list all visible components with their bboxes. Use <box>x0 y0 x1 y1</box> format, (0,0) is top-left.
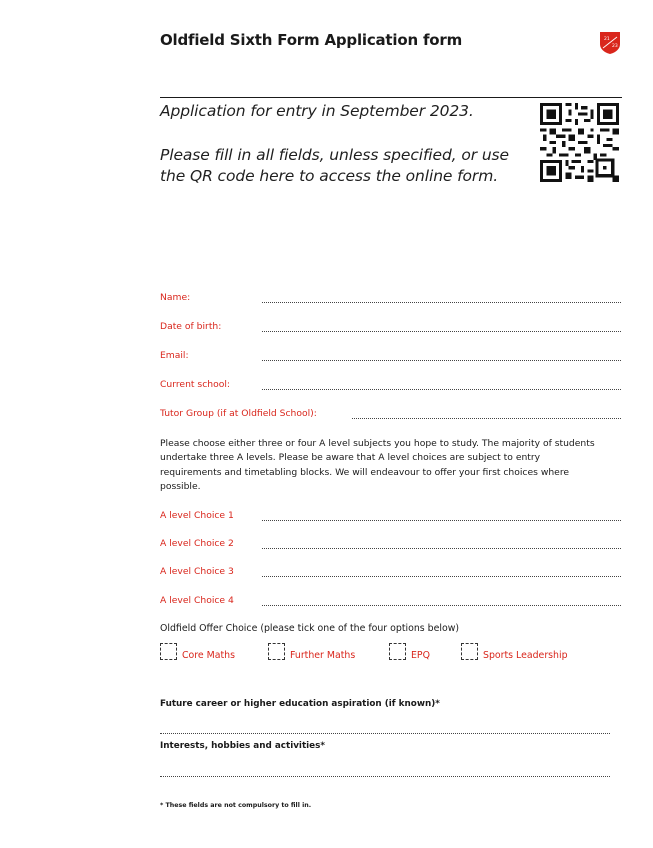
current-school-label: Current school: <box>160 379 230 390</box>
core-maths-checkbox[interactable] <box>160 643 177 660</box>
interests-question: Interests, hobbies and activities* <box>160 741 325 751</box>
tutor-group-field[interactable] <box>352 418 621 419</box>
choice-3-field[interactable] <box>262 576 621 577</box>
intro-instruction: Please fill in all fields, unless specified, or use the QR code here to access the online form. <box>160 146 509 185</box>
epq-checkbox[interactable] <box>389 643 406 660</box>
svg-text:23: 23 <box>612 44 618 49</box>
core-maths-label: Core Maths <box>182 650 236 661</box>
choice-3-label: A level Choice 3 <box>160 566 234 577</box>
choice-1-field[interactable] <box>262 520 621 521</box>
name-field[interactable] <box>262 302 621 303</box>
subject-instructions: Please choose either three or four A level subjects you hope to study. The majority of students undertake three A levels. Please be aware that A level choices are subject to entry requirements and timetabling blocks. We will endeavour to offer your first choices where possible. <box>160 438 595 492</box>
career-question: Future career or higher education aspiration (if known)* <box>160 699 440 709</box>
choice-2-field[interactable] <box>262 548 621 549</box>
school-crest-icon <box>599 31 621 55</box>
footnote: * These fields are not compulsory to fill in. <box>160 802 312 809</box>
choice-2-label: A level Choice 2 <box>160 538 234 549</box>
email-field[interactable] <box>262 360 621 361</box>
form-title: Oldfield Sixth Form Application form <box>160 31 463 49</box>
sports-leadership-label: Sports Leadership <box>483 650 568 661</box>
name-label: Name: <box>160 292 191 303</box>
email-label: Email: <box>160 350 189 361</box>
further-maths-label: Further Maths <box>290 650 356 661</box>
current-school-field[interactable] <box>262 389 621 390</box>
sports-leadership-checkbox[interactable] <box>461 643 478 660</box>
career-field[interactable] <box>160 733 610 734</box>
interests-field[interactable] <box>160 776 610 777</box>
dob-label: Date of birth: <box>160 321 222 332</box>
tutor-group-label: Tutor Group (if at Oldfield School): <box>160 408 317 419</box>
choice-4-field[interactable] <box>262 605 621 606</box>
offer-choice-title: Oldfield Offer Choice (please tick one of the four options below) <box>160 623 460 634</box>
header-divider <box>160 97 622 98</box>
svg-text:21: 21 <box>604 37 610 42</box>
further-maths-checkbox[interactable] <box>268 643 285 660</box>
choice-1-label: A level Choice 1 <box>160 510 234 521</box>
choice-4-label: A level Choice 4 <box>160 595 234 606</box>
intro-heading: Application for entry in September 2023. <box>160 102 474 120</box>
dob-field[interactable] <box>262 331 621 332</box>
epq-label: EPQ <box>411 650 430 661</box>
qr-code-icon[interactable] <box>540 103 619 182</box>
